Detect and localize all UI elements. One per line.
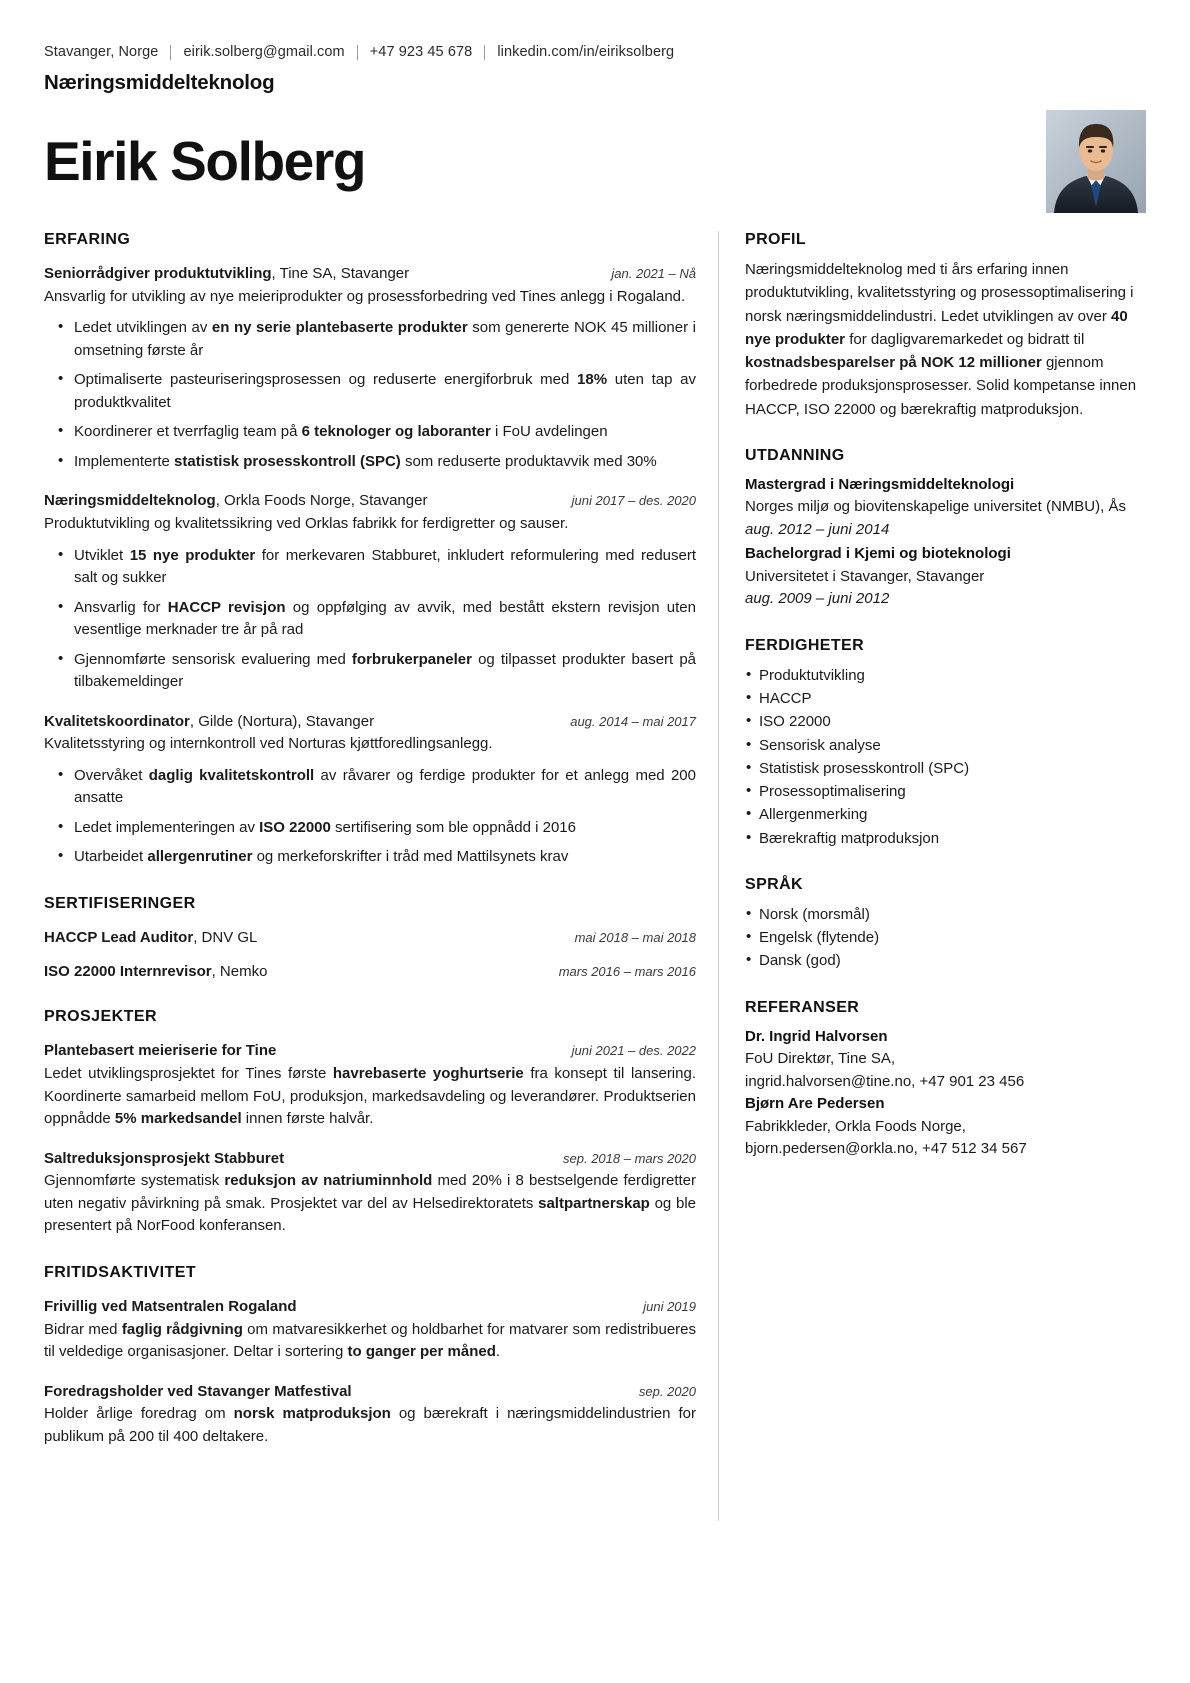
activity-date: sep. 2020 (638, 1383, 696, 1399)
emphasis: 18% (577, 371, 608, 389)
profile-text: Næringsmiddelteknolog med ti års erfaring innen produktutvikling, kvalitetsstyring og prosessoptimalisering i norsk næringsmiddelindustri. Ledet utviklingen av over 40 nye produkter for dagligvaremarkedet og bidratt til kostnadsbesparelser på NOK 12 millioner gjennom forbedrede produksjonsprosesser. Solid kompetanse innen HACCP, ISO 22000 og bærekraftig matproduksjon. (745, 261, 1137, 418)
certification-item (44, 961, 696, 983)
contact-separator (357, 45, 358, 60)
education-school: Universitetet i Stavanger, Stavanger (745, 567, 985, 585)
list-item: • Allergenmerking (759, 803, 1146, 826)
certification-issuer: , DNV GL (193, 928, 258, 946)
certification-title (44, 961, 267, 983)
section-heading-profile: PROFIL (745, 231, 807, 249)
section-activities (44, 1264, 696, 1449)
section-heading-activities: FRITIDSAKTIVITET (44, 1263, 197, 1281)
education-degree: Mastergrad i Næringsmiddelteknologi (745, 475, 1015, 493)
entry-title (44, 263, 409, 285)
project-description: Gjennomførte systematisk reduksjon av natriuminnhold med 20% i 8 bestselgende ferdigretter uten negativ påvirkning på smak. Prosjektet var del av Helsedirektoratets saltpartnerskap og ble presentert på NorFood konferansen. (44, 1172, 696, 1235)
emphasis: reduksjon av natriuminnhold (224, 1172, 433, 1190)
reference-item (745, 1093, 1146, 1161)
emphasis: 40 nye produkter (745, 307, 1128, 348)
education-item (745, 474, 1146, 542)
experience-entry (44, 263, 696, 473)
certification-title (44, 927, 257, 949)
bullet-item: • Optimaliserte pasteuriseringsprosessen og reduserte energiforbruk med 18% uten tap av produktkvalitet (74, 369, 696, 414)
emphasis: kostnadsbesparelser på NOK 12 millioner (745, 354, 1042, 372)
emphasis: 6 teknologer og laboranter (301, 423, 491, 441)
emphasis: ISO 22000 (259, 818, 331, 836)
emphasis: faglig rådgivning (121, 1320, 243, 1338)
education-date: aug. 2012 – juni 2014 (745, 520, 890, 538)
list-item: • Engelsk (flytende) (759, 926, 1146, 949)
activity-date: juni 2019 (643, 1298, 696, 1314)
contact-linkedin[interactable]: linkedin.com/in/eiriksolberg (497, 44, 675, 60)
entry-bullets (44, 765, 696, 869)
entry-role: Næringsmiddelteknolog (44, 492, 216, 510)
project-title (44, 1040, 276, 1062)
list-item: • Statistisk prosesskontroll (SPC) (759, 757, 1146, 780)
job-title: Næringsmiddelteknolog (44, 71, 275, 95)
project-entry (44, 1148, 696, 1238)
certification-item (44, 927, 696, 949)
entry-date: aug. 2014 – mai 2017 (570, 713, 696, 729)
emphasis: allergenrutiner (147, 848, 253, 866)
emphasis: daglig kvalitetskontroll (148, 766, 315, 784)
list-item: • Norsk (morsmål) (759, 903, 1146, 926)
list-item: • Produktutvikling (759, 664, 1146, 687)
reference-contact: ingrid.halvorsen@tine.no, +47 901 23 456 (745, 1072, 1025, 1090)
activity-title-text: Foredragsholder ved Stavanger Matfestival (44, 1382, 352, 1400)
certification-date: mars 2016 – mars 2016 (558, 963, 696, 979)
section-skills (745, 637, 1146, 850)
education-date: aug. 2009 – juni 2012 (745, 590, 890, 608)
reference-role: Fabrikkleder, Orkla Foods Norge, (745, 1117, 966, 1135)
emphasis: saltpartnerskap (538, 1194, 650, 1212)
list-item: • Bærekraftig matproduksjon (759, 827, 1146, 850)
project-title-text: Saltreduksjonsprosjekt Stabburet (44, 1149, 285, 1167)
entry-bullets (44, 317, 696, 473)
project-title (44, 1148, 284, 1170)
emphasis: forbrukerpaneler (351, 650, 472, 668)
experience-entry (44, 711, 696, 869)
entry-title (44, 490, 427, 512)
skills-list (745, 664, 1146, 850)
contact-location: Stavanger, Norge (44, 44, 159, 60)
section-profile (745, 231, 1146, 421)
emphasis: 15 nye produkter (129, 546, 256, 564)
entry-description: Ansvarlig for utvikling av nye meieriprodukter og prosessforbedring ved Tines anlegg i Rogaland. (44, 287, 686, 305)
education-school: Norges miljø og biovitenskapelige universitet (NMBU), Ås (745, 498, 1126, 516)
emphasis: 5% markedsandel (114, 1110, 242, 1128)
entry-header (44, 1381, 696, 1403)
entry-date: juni 2017 – des. 2020 (571, 493, 696, 509)
reference-role: FoU Direktør, Tine SA, (745, 1050, 896, 1068)
contact-phone[interactable]: +47 923 45 678 (369, 44, 473, 60)
project-entry (44, 1040, 696, 1130)
bullet-item: • Ledet utviklingen av en ny serie plantebaserte produkter som genererte NOK 45 millioner i omsetning første år (74, 317, 696, 362)
bullet-item: • Koordinerer et tverrfaglig team på 6 teknologer og laboranter i FoU avdelingen (74, 421, 696, 444)
activity-description: Holder årlige foredrag om norsk matproduksjon og bærekraft i næringsmiddelindustrien for publikum på 200 til 400 deltakere. (44, 1405, 696, 1445)
emphasis: en ny serie plantebaserte produkter (211, 319, 468, 337)
profile-photo-image (1046, 110, 1146, 213)
entry-header (44, 490, 696, 512)
bullet-item: • Gjennomførte sensorisk evaluering med forbrukerpaneler og tilpasset produkter basert på tilbakemeldinger (74, 649, 696, 694)
entry-date: jan. 2021 – Nå (611, 266, 696, 282)
entry-company: , Orkla Foods Norge, Stavanger (215, 492, 428, 510)
entry-description: Kvalitetsstyring og internkontroll ved Norturas kjøttforedlingsanlegg. (44, 735, 493, 753)
bullet-item: • Implementerte statistisk prosesskontroll (SPC) som reduserte produktavvik med 30% (74, 451, 696, 474)
contact-line (44, 44, 1146, 61)
entry-header (44, 1296, 696, 1318)
experience-entry (44, 490, 696, 693)
entry-header (44, 1148, 696, 1170)
project-description: Ledet utviklingsprosjektet for Tines første havrebaserte yoghurtserie fra konsept til lansering. Koordinerte samarbeid mellom FoU, produksjon, markedsavdeling og leverandører. Produktserien oppnådde 5% markedsandel innen første halvår. (44, 1065, 696, 1128)
list-item: • Prosessoptimalisering (759, 780, 1146, 803)
entry-header (44, 711, 696, 733)
activity-title (44, 1296, 297, 1318)
reference-contact: bjorn.pedersen@orkla.no, +47 512 34 567 (745, 1140, 1027, 1158)
section-heading-experience: ERFARING (44, 231, 131, 249)
entry-description: Produktutvikling og kvalitetssikring ved Orklas fabrikk for ferdigretter og sauser. (44, 515, 569, 533)
activity-title-text: Frivillig ved Matsentralen Rogaland (44, 1297, 297, 1315)
entry-role: Kvalitetskoordinator (44, 712, 190, 730)
entry-company: , Gilde (Nortura), Stavanger (189, 712, 375, 730)
activity-entry (44, 1381, 696, 1449)
entry-role: Seniorrådgiver produktutvikling (44, 265, 272, 283)
section-references (745, 999, 1146, 1161)
project-title-text: Plantebasert meieriserie for Tine (44, 1042, 277, 1060)
section-education (745, 447, 1146, 611)
section-heading-references: REFERANSER (745, 998, 860, 1016)
certification-issuer: , Nemko (211, 962, 268, 980)
candidate-name: Eirik Solberg (44, 130, 366, 193)
contact-separator (484, 45, 485, 60)
list-item: • ISO 22000 (759, 710, 1146, 733)
section-heading-education: UTDANNING (745, 446, 845, 464)
contact-separator (170, 45, 171, 60)
bullet-item: • Ledet implementeringen av ISO 22000 sertifisering som ble oppnådd i 2016 (74, 817, 696, 840)
entry-header (44, 263, 696, 285)
education-item (745, 543, 1146, 611)
list-item: • HACCP (759, 687, 1146, 710)
bullet-item: • Utviklet 15 nye produkter for merkevaren Stabburet, inkludert reformulering med redusert salt og sukker (74, 545, 696, 590)
project-date: juni 2021 – des. 2022 (571, 1043, 696, 1059)
certification-name: ISO 22000 Internrevisor (44, 962, 212, 980)
profile-photo (1046, 110, 1146, 213)
section-experience (44, 231, 696, 869)
bullet-item: • Overvåket daglig kvalitetskontroll av råvarer og ferdige produkter for et anlegg med 200 ansatte (74, 765, 696, 810)
section-heading-projects: PROSJEKTER (44, 1008, 157, 1026)
reference-name: Dr. Ingrid Halvorsen (745, 1027, 888, 1045)
project-date: sep. 2018 – mars 2020 (563, 1150, 696, 1166)
entry-header (44, 1040, 696, 1062)
entry-company: , Tine SA, Stavanger (271, 265, 410, 283)
section-projects (44, 1008, 696, 1238)
body-columns (44, 231, 1146, 1521)
section-certifications (44, 895, 696, 983)
activity-title (44, 1381, 352, 1403)
emphasis: norsk matproduksjon (233, 1405, 391, 1423)
reference-name: Bjørn Are Pedersen (745, 1095, 885, 1113)
activity-entry (44, 1296, 696, 1364)
emphasis: statistisk prosesskontroll (SPC) (174, 452, 401, 470)
languages-list (745, 903, 1146, 973)
education-degree: Bachelorgrad i Kjemi og bioteknologi (745, 545, 1011, 563)
section-heading-certifications: SERTIFISERINGER (44, 894, 196, 912)
section-languages (745, 876, 1146, 973)
list-item: • Dansk (god) (759, 949, 1146, 972)
emphasis: to ganger per måned (347, 1343, 496, 1361)
activity-description: Bidrar med faglig rådgivning om matvaresikkerhet og holdbarhet for matvarer som redistribueres til veldedige organisasjoner. Deltar i sortering to ganger per måned. (44, 1320, 696, 1361)
list-item: • Sensorisk analyse (759, 734, 1146, 757)
section-heading-languages: SPRÅK (745, 875, 804, 893)
entry-title (44, 711, 374, 733)
contact-email[interactable]: eirik.solberg@gmail.com (183, 44, 345, 60)
certification-date: mai 2018 – mai 2018 (574, 929, 696, 945)
main-column (44, 231, 718, 1521)
certification-name: HACCP Lead Auditor (44, 928, 194, 946)
emphasis: HACCP revisjon (167, 598, 286, 616)
entry-bullets (44, 545, 696, 694)
reference-item (745, 1026, 1146, 1094)
bullet-item: • Utarbeidet allergenrutiner og merkeforskrifter i tråd med Mattilsynets krav (74, 846, 696, 869)
emphasis: havrebaserte yoghurtserie (332, 1065, 524, 1083)
sidebar-column (719, 231, 1146, 1521)
bullet-item: • Ansvarlig for HACCP revisjon og oppfølging av avvik, med bestått ekstern revisjon uten vesentlige merknader tre år på rad (74, 597, 696, 642)
section-heading-skills: FERDIGHETER (745, 636, 865, 654)
